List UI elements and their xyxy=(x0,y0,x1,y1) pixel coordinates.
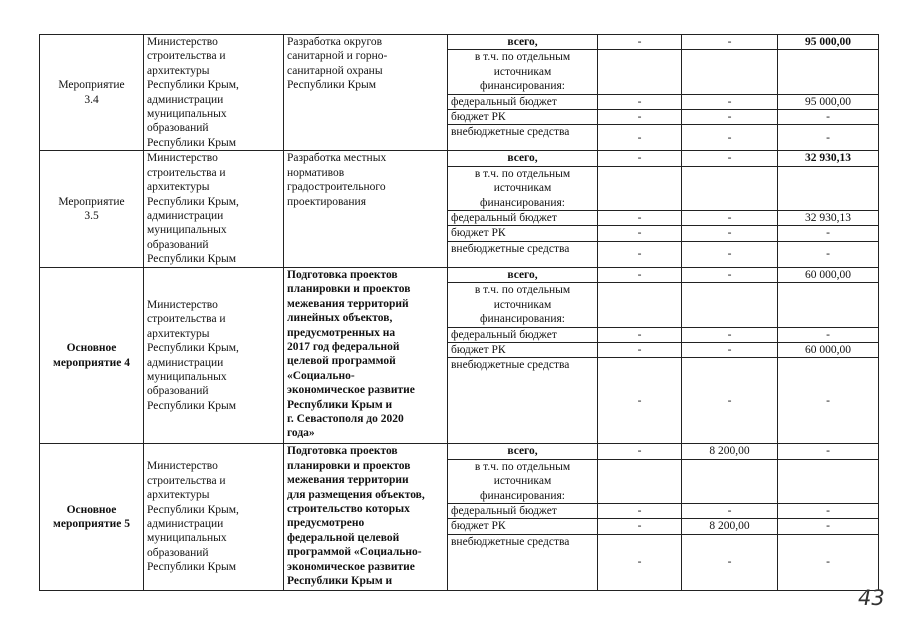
event-cell: Основное мероприятие 5 xyxy=(40,444,144,590)
empty-cell xyxy=(778,50,879,94)
title-cell: Подготовка проектов планировки и проектов межевания территории для размещения объектов, строительство которых предусмотрено федеральной целевой программой «Социально- экономическое развитие Республики Крым и xyxy=(284,444,448,590)
value-cell: - xyxy=(598,519,682,534)
value-cell: - xyxy=(682,241,778,267)
value-cell: - xyxy=(598,226,682,241)
empty-cell xyxy=(598,283,682,327)
value-cell: - xyxy=(598,327,682,342)
value-cell: - xyxy=(598,503,682,518)
empty-cell xyxy=(682,50,778,94)
value-cell: 8 200,00 xyxy=(682,519,778,534)
value-cell: 95 000,00 xyxy=(778,94,879,109)
extra-label: внебюджетные средства xyxy=(448,241,598,267)
value-cell: - xyxy=(682,327,778,342)
executor-cell: Министерство строительства и архитектуры Республики Крым, администрации муниципальных образований Республики Крым xyxy=(144,444,284,590)
value-cell: 60 000,00 xyxy=(778,342,879,357)
value-cell: - xyxy=(778,358,879,444)
finance-table xyxy=(39,34,879,591)
title-cell: Разработка местных нормативов градостроительного проектирования xyxy=(284,151,448,267)
value-cell: - xyxy=(778,226,879,241)
event-cell: Основное мероприятие 4 xyxy=(40,267,144,443)
empty-cell xyxy=(598,50,682,94)
value-cell: - xyxy=(682,534,778,590)
value-cell: - xyxy=(778,503,879,518)
value-cell: 32 930,13 xyxy=(778,211,879,226)
rk-label: бюджет РК xyxy=(448,226,598,241)
page-number: 43 xyxy=(858,586,885,610)
value-cell: - xyxy=(778,519,879,534)
value-cell: - xyxy=(682,110,778,125)
table-row xyxy=(40,267,879,282)
rk-label: бюджет РК xyxy=(448,519,598,534)
value-cell: - xyxy=(682,342,778,357)
empty-cell xyxy=(598,459,682,503)
value-cell: - xyxy=(598,211,682,226)
extra-label: внебюджетные средства xyxy=(448,125,598,151)
value-cell: - xyxy=(682,151,778,166)
incl-label: в т.ч. по отдельным источникам финансирования: xyxy=(448,50,598,94)
value-cell: 60 000,00 xyxy=(778,267,879,282)
value-cell: - xyxy=(778,125,879,151)
value-cell: - xyxy=(598,342,682,357)
title-cell: Разработка округов санитарной и горно- санитарной охраны Республики Крым xyxy=(284,35,448,151)
value-cell: - xyxy=(598,35,682,50)
value-cell: - xyxy=(778,534,879,590)
value-cell: - xyxy=(598,444,682,459)
rk-label: бюджет РК xyxy=(448,110,598,125)
value-cell: - xyxy=(682,211,778,226)
empty-cell xyxy=(682,283,778,327)
event-cell: Мероприятие 3.4 xyxy=(40,35,144,151)
total-label: всего, xyxy=(448,444,598,459)
value-cell: - xyxy=(778,444,879,459)
federal-label: федеральный бюджет xyxy=(448,503,598,518)
value-cell: - xyxy=(598,110,682,125)
value-cell: - xyxy=(682,226,778,241)
value-cell: - xyxy=(682,125,778,151)
incl-label: в т.ч. по отдельным источникам финансирования: xyxy=(448,283,598,327)
total-label: всего, xyxy=(448,35,598,50)
empty-cell xyxy=(778,459,879,503)
total-label: всего, xyxy=(448,267,598,282)
event-cell: Мероприятие 3.5 xyxy=(40,151,144,267)
executor-cell: Министерство строительства и архитектуры Республики Крым, администрации муниципальных образований Республики Крым xyxy=(144,151,284,267)
value-cell: - xyxy=(778,327,879,342)
table-row xyxy=(40,444,879,459)
value-cell: - xyxy=(598,125,682,151)
extra-label: внебюджетные средства xyxy=(448,358,598,444)
table-row xyxy=(40,151,879,166)
federal-label: федеральный бюджет xyxy=(448,94,598,109)
table-row xyxy=(40,35,879,50)
value-cell: 32 930,13 xyxy=(778,151,879,166)
value-cell: - xyxy=(778,110,879,125)
value-cell: - xyxy=(598,151,682,166)
title-cell: Подготовка проектов планировки и проектов межевания территорий линейных объектов, предусмотренных на 2017 год федеральной целевой программой «Социально- экономическое развитие Республики Крым и г. Севастополя до 2020 года» xyxy=(284,267,448,443)
value-cell: - xyxy=(682,358,778,444)
value-cell: - xyxy=(598,358,682,444)
empty-cell xyxy=(778,166,879,210)
value-cell: 95 000,00 xyxy=(778,35,879,50)
value-cell: 8 200,00 xyxy=(682,444,778,459)
value-cell: - xyxy=(778,241,879,267)
empty-cell xyxy=(682,459,778,503)
value-cell: - xyxy=(682,94,778,109)
total-label: всего, xyxy=(448,151,598,166)
executor-cell: Министерство строительства и архитектуры Республики Крым, администрации муниципальных образований Республики Крым xyxy=(144,267,284,443)
rk-label: бюджет РК xyxy=(448,342,598,357)
value-cell: - xyxy=(682,503,778,518)
federal-label: федеральный бюджет xyxy=(448,327,598,342)
incl-label: в т.ч. по отдельным источникам финансирования: xyxy=(448,459,598,503)
executor-cell: Министерство строительства и архитектуры Республики Крым, администрации муниципальных образований Республики Крым xyxy=(144,35,284,151)
empty-cell xyxy=(778,283,879,327)
empty-cell xyxy=(598,166,682,210)
value-cell: - xyxy=(682,267,778,282)
incl-label: в т.ч. по отдельным источникам финансирования: xyxy=(448,166,598,210)
value-cell: - xyxy=(598,241,682,267)
value-cell: - xyxy=(598,267,682,282)
value-cell: - xyxy=(598,94,682,109)
value-cell: - xyxy=(598,534,682,590)
extra-label: внебюджетные средства xyxy=(448,534,598,590)
value-cell: - xyxy=(682,35,778,50)
federal-label: федеральный бюджет xyxy=(448,211,598,226)
empty-cell xyxy=(682,166,778,210)
